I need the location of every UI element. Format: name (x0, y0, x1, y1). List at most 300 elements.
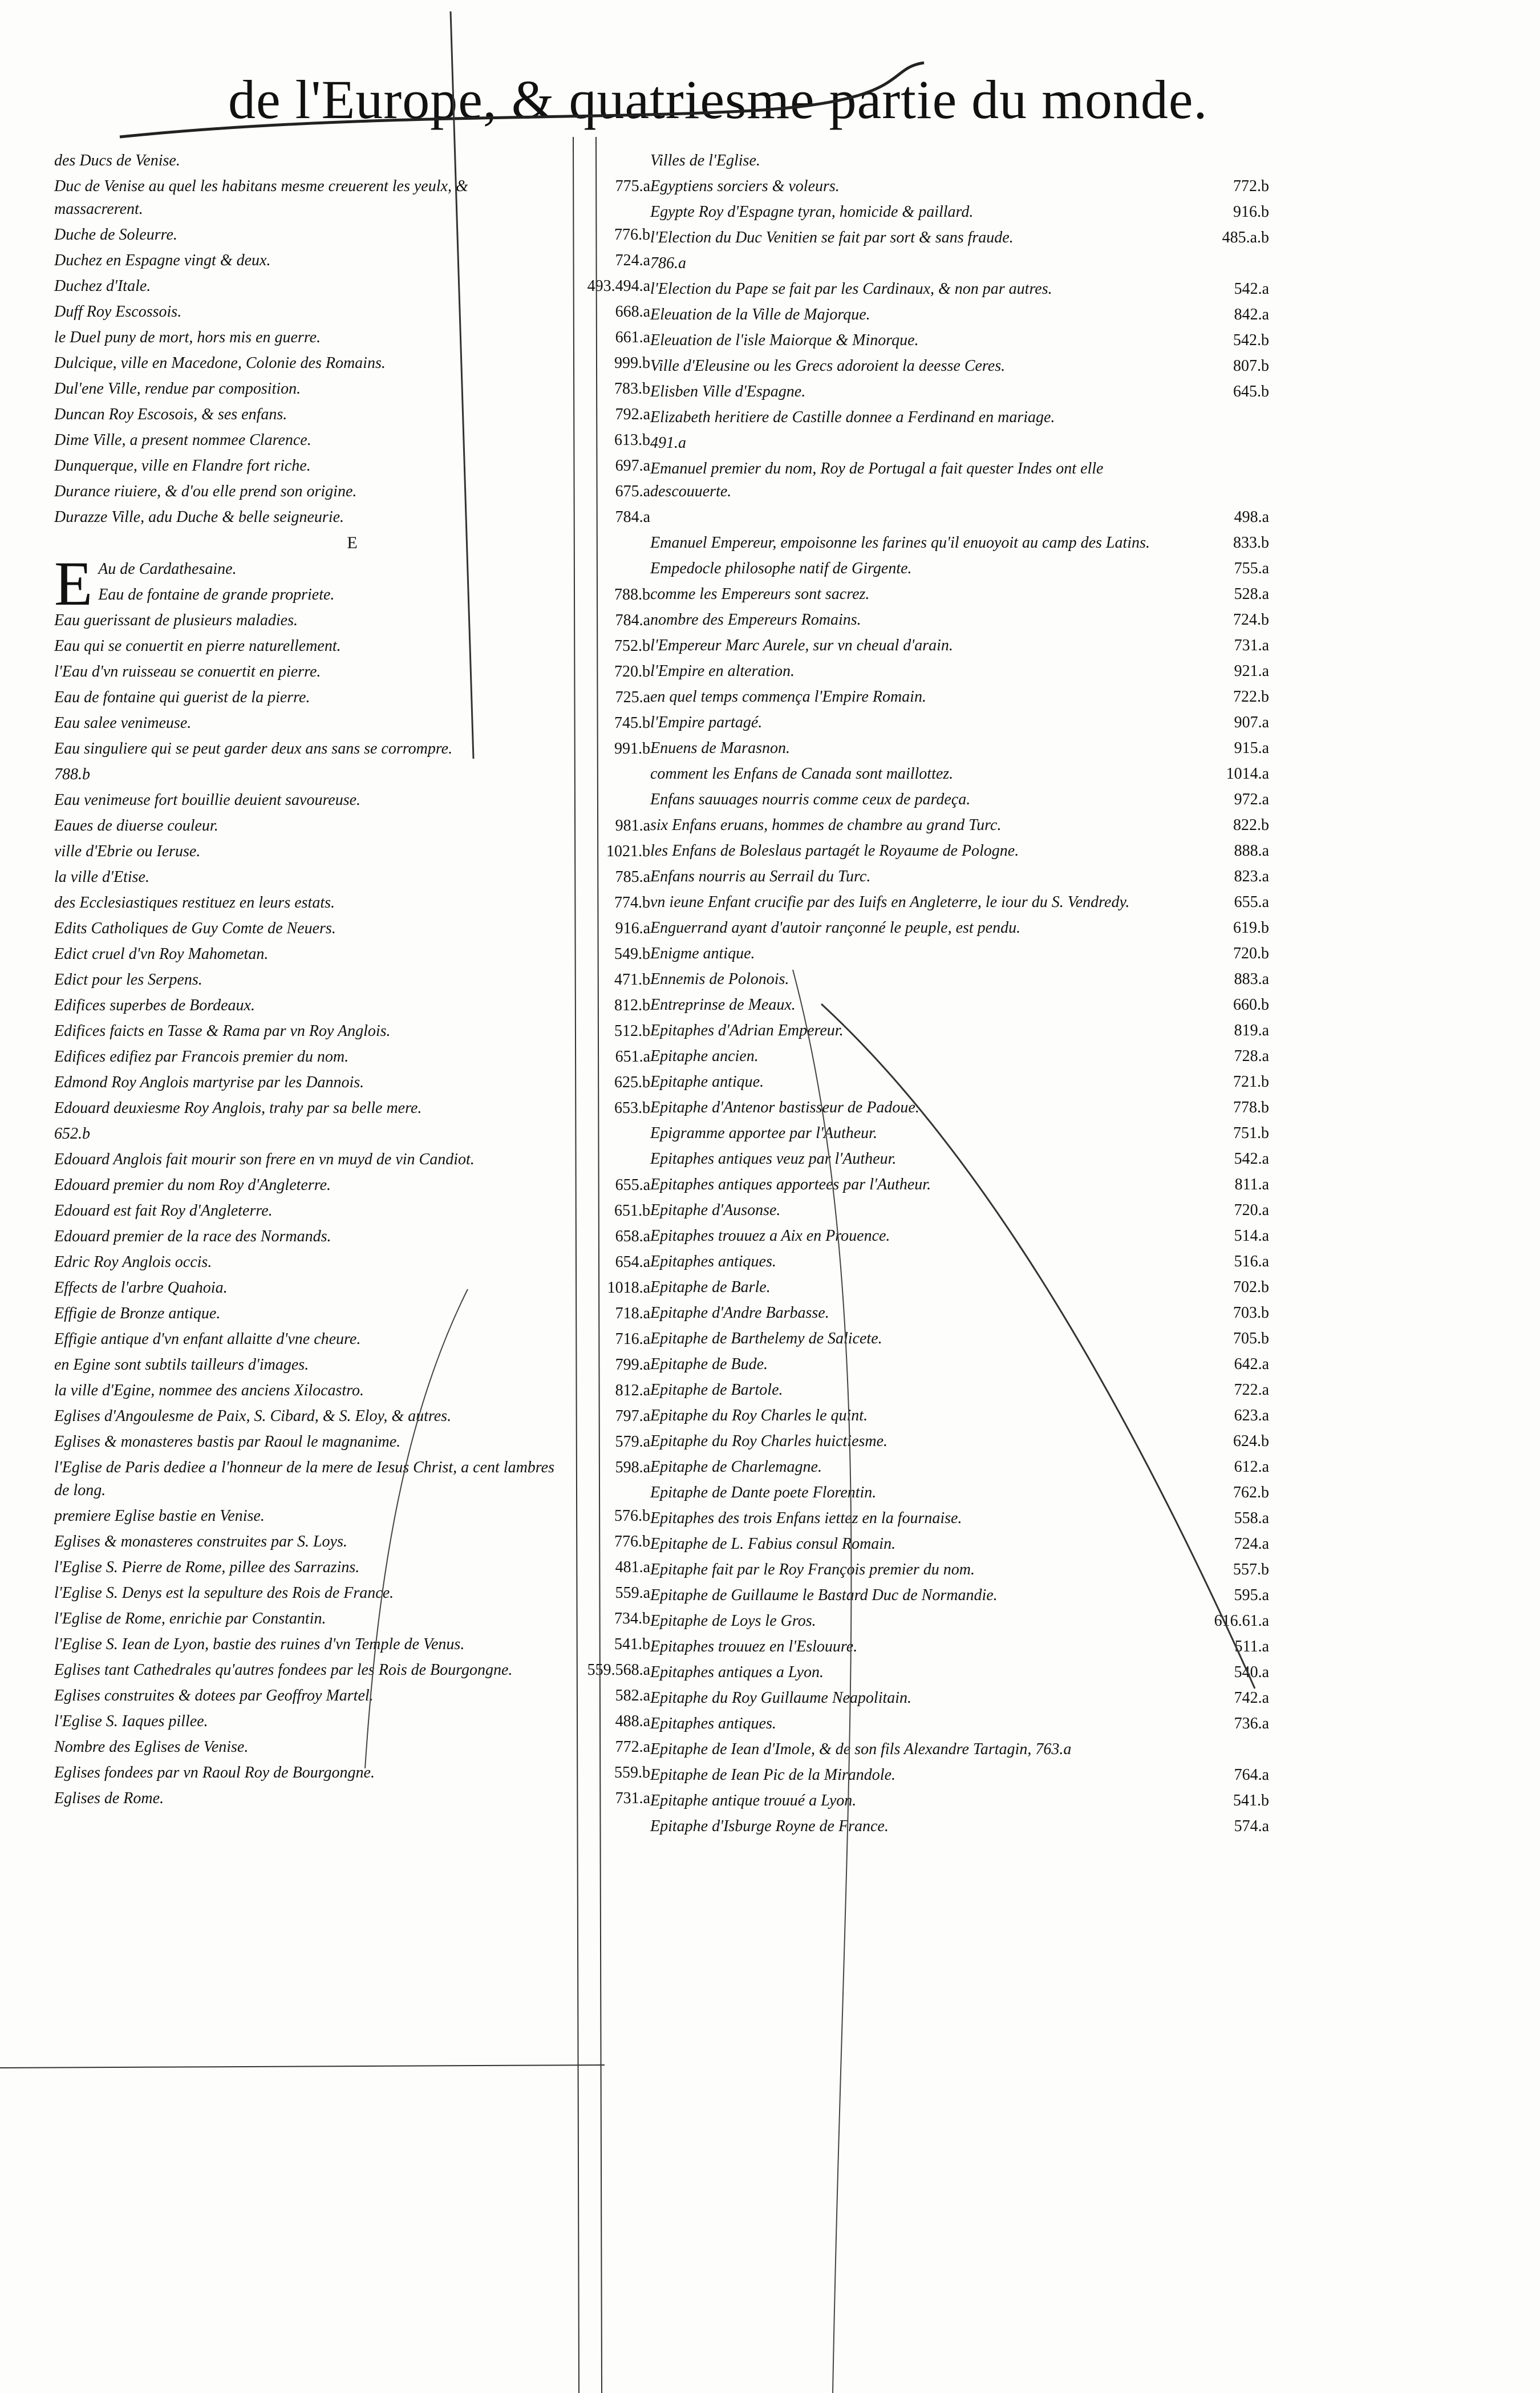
entry-text: Au de Cardathesaine. (98, 560, 237, 578)
index-entry (650, 660, 1269, 683)
entry-page-ref: 720.b (1233, 945, 1269, 962)
entry-page-ref: 1018.a (607, 1279, 650, 1297)
index-entry (54, 1787, 650, 1810)
entry-page-ref: 512.b (614, 1022, 650, 1040)
index-entry (650, 506, 1269, 529)
index-entry (650, 1225, 1269, 1248)
entry-text: l'Eglise S. Iean de Lyon, bastie des ruines d'vn Temple de Venus. (54, 1635, 465, 1653)
entry-text: Enfans nourris au Serrail du Turc. (650, 868, 871, 885)
index-entry (650, 1815, 1269, 1838)
entry-page-ref: 557.b (1233, 1561, 1269, 1578)
entry-text: Nombre des Eglises de Venise. (54, 1738, 249, 1756)
index-entry (650, 406, 1269, 429)
entry-text: Epitaphes antiques. (650, 1253, 776, 1270)
entry-text: l'Eglise S. Iaques pillee. (54, 1712, 208, 1730)
entry-text: Elisben Ville d'Espagne. (650, 383, 806, 400)
entry-page-ref: 579.a (615, 1433, 650, 1451)
entry-page-ref: 736.a (1234, 1715, 1269, 1732)
entry-text: Eaues de diuerse couleur. (54, 817, 218, 835)
entry-page-ref: 559.a (615, 1584, 650, 1602)
index-entry (54, 480, 650, 503)
entry-text: Dulcique, ville en Macedone, Colonie des Romains. (54, 354, 386, 372)
entry-text: Epitaphe antique. (650, 1073, 764, 1091)
index-entry (54, 1123, 650, 1145)
entry-page-ref: 598.a (615, 1459, 650, 1476)
entry-page-ref: 625.b (614, 1074, 650, 1091)
entry-page-ref: 514.a (1234, 1227, 1269, 1245)
entry-text: l'Empire partagé. (650, 714, 763, 731)
entry-text: Eleuation de la Ville de Majorque. (650, 306, 870, 323)
entry-text: en quel temps commença l'Empire Romain. (650, 688, 926, 706)
entry-text: l'Election du Duc Venitien se fait par sort & sans fraude. (650, 229, 1014, 246)
index-entry (54, 429, 650, 452)
entry-text: Duchez en Espagne vingt & deux. (54, 252, 271, 269)
index-entry (650, 865, 1269, 888)
entry-page-ref: 697.a (615, 457, 650, 475)
entry-text: Duche de Soleurre. (54, 226, 177, 244)
entry-text: Edouard Anglois fait mourir son frere en vn muyd de vin Candiot. (54, 1151, 475, 1168)
horizontal-rule-line (0, 2065, 605, 2068)
index-entry (54, 609, 650, 632)
entry-text: Edifices faicts en Tasse & Rama par vn Roy Anglois. (54, 1022, 391, 1040)
index-entry (54, 892, 650, 914)
index-entry (650, 1199, 1269, 1222)
entry-page-ref: 613.b (614, 431, 650, 449)
entry-page-ref: 658.a (615, 1228, 650, 1245)
entry-text: Epitaphe de Guillaume le Bastard Duc de Normandie. (650, 1586, 998, 1604)
index-entry (650, 1610, 1269, 1633)
index-entry (650, 201, 1269, 224)
index-entry (650, 634, 1269, 657)
index-entry (54, 175, 650, 221)
index-entry (54, 1251, 650, 1274)
entry-page-ref: 722.a (1234, 1381, 1269, 1399)
entry-text: Edric Roy Anglois occis. (54, 1253, 212, 1271)
section-letter: E (347, 533, 358, 552)
index-entry (54, 1405, 650, 1428)
index-entry (650, 432, 1269, 455)
entry-page-ref: 807.b (1233, 357, 1269, 375)
index-entry (54, 1710, 650, 1733)
entry-page-ref: 642.a (1234, 1355, 1269, 1373)
index-entry (54, 1762, 650, 1784)
index-entry (54, 506, 650, 529)
index-entry (54, 994, 650, 1017)
entry-text: Eglises fondees par vn Raoul Roy de Bourgongne. (54, 1764, 375, 1781)
index-entry (650, 686, 1269, 708)
index-entry (54, 1277, 650, 1299)
index-entry (650, 788, 1269, 811)
entry-page-ref: 833.b (1233, 534, 1269, 552)
entry-text: Eleuation de l'isle Maiorque & Minorque. (650, 331, 919, 349)
entry-text: Edifices edifiez par Francois premier du nom. (54, 1048, 349, 1066)
index-entry (98, 584, 650, 606)
index-entry (54, 1608, 650, 1630)
entry-text: Epitaphe de Bude. (650, 1355, 768, 1373)
entry-page-ref: 731.a (615, 1789, 650, 1807)
entry-text: Entreprinse de Meaux. (650, 996, 796, 1014)
entry-page-ref: 493.494.a (587, 277, 650, 295)
entry-text: Eau salee venimeuse. (54, 714, 192, 732)
index-entry (650, 1481, 1269, 1504)
index-entry (650, 1456, 1269, 1479)
entry-text: Epitaphe d'Isburge Royne de France. (650, 1817, 889, 1835)
entry-text: Epitaphes antiques veuz par l'Autheur. (650, 1150, 897, 1168)
entry-page-ref: 720.b (614, 663, 650, 681)
entry-text: Eglises tant Cathedrales qu'autres fondees par les Rois de Bourgongne. (54, 1661, 513, 1679)
index-entry (54, 326, 650, 349)
index-entry (650, 557, 1269, 580)
entry-text: Eau singuliere qui se peut garder deux ans sans se corrompre. (54, 740, 453, 758)
entry-text: les Enfans de Boleslaus partagét le Royaume de Pologne. (650, 842, 1019, 860)
entry-text: Epitaphe du Roy Guillaume Neapolitain. (650, 1689, 912, 1707)
entry-text: Edouard deuxiesme Roy Anglois, trahy par sa belle mere. (54, 1099, 422, 1117)
index-entry (650, 891, 1269, 914)
index-entry (650, 1661, 1269, 1684)
index-entry (54, 1556, 650, 1579)
entry-text: Epitaphe d'Antenor bastisseur de Padoue. (650, 1099, 919, 1116)
entry-page-ref: 764.a (1234, 1766, 1269, 1784)
index-entry (650, 1071, 1269, 1094)
entry-text: Epitaphe de Barthelemy de Salicete. (650, 1330, 882, 1347)
entry-text: Effects de l'arbre Quahoia. (54, 1279, 228, 1297)
index-entry (54, 1633, 650, 1656)
index-entry (54, 1200, 650, 1222)
entry-text: l'Eglise S. Pierre de Rome, pillee des Sarrazins. (54, 1558, 360, 1576)
entry-text: Epitaphe de Bartole. (650, 1381, 783, 1399)
index-entry (54, 1020, 650, 1043)
index-entry (54, 149, 650, 172)
index-entry (54, 1174, 650, 1197)
entry-page-ref: 762.b (1233, 1484, 1269, 1501)
entry-text: Duff Roy Escossois. (54, 303, 182, 321)
index-entry (650, 1045, 1269, 1068)
entry-text: Eau de fontaine de grande propriete. (98, 586, 335, 604)
entry-text: Eau de fontaine qui guerist de la pierre. (54, 689, 310, 706)
entry-page-ref: 655.a (1234, 893, 1269, 911)
index-entry (54, 1431, 650, 1453)
entry-page-ref: 752.b (614, 637, 650, 655)
index-entry (54, 1225, 650, 1248)
entry-text: Epitaphe de Iean Pic de la Mirandole. (650, 1766, 895, 1784)
dropcap-letter: E (54, 558, 93, 618)
entry-text: l'Eau d'vn ruisseau se conuertit en pierre. (54, 663, 321, 681)
entry-page-ref: 728.a (1234, 1047, 1269, 1065)
entry-text: Eau qui se conuertit en pierre naturellement. (54, 637, 341, 655)
entry-page-ref: 558.a (1234, 1509, 1269, 1527)
entry-page-ref: 724.a (615, 252, 650, 269)
entries-e (54, 558, 650, 1810)
entry-page-ref: 624.b (1233, 1432, 1269, 1450)
entry-text: Edits Catholiques de Guy Comte de Neuers. (54, 920, 336, 937)
entry-text: Villes de l'Eglise. (650, 152, 760, 169)
entry-page-ref: 823.a (1234, 868, 1269, 885)
entry-text: Dime Ville, a present nommee Clarence. (54, 431, 311, 449)
entry-text: Effigie antique d'vn enfant allaitte d'vne cheure. (54, 1330, 361, 1348)
index-entry (54, 738, 650, 760)
index-entry (54, 1379, 650, 1402)
entry-text: Epitaphe du Roy Charles huictiesme. (650, 1432, 888, 1450)
entry-page-ref: 705.b (1233, 1330, 1269, 1347)
entry-page-ref: 485.a.b (1222, 229, 1269, 246)
entry-text: Egyptiens sorciers & voleurs. (650, 177, 840, 195)
entry-page-ref: 654.a (615, 1253, 650, 1271)
entry-text: Egypte Roy d'Espagne tyran, homicide & paillard. (650, 203, 974, 221)
entry-text: Edmond Roy Anglois martyrise par les Dannois. (54, 1074, 364, 1091)
entry-text: Epitaphe antique trouué a Lyon. (650, 1792, 857, 1809)
entry-text: Epitaphe fait par le Roy François premier du nom. (650, 1561, 975, 1578)
entry-page-ref: 488.a (615, 1712, 650, 1730)
entry-page-ref: 755.a (1234, 560, 1269, 577)
entry-text: l'Eglise S. Denys est la sepulture des Rois de France. (54, 1584, 394, 1602)
entry-text: Epitaphes trouuez a Aix en Prouence. (650, 1227, 890, 1245)
entry-page-ref: 703.b (1233, 1304, 1269, 1322)
entry-text: Enguerrand ayant d'autoir rançonné le peuple, est pendu. (650, 919, 1021, 937)
index-entry (650, 1353, 1269, 1376)
entry-text: Epitaphes antiques. (650, 1715, 776, 1732)
index-entry (650, 1173, 1269, 1196)
index-entry (650, 840, 1269, 863)
entry-page-ref: 751.b (1233, 1124, 1269, 1142)
index-entry (650, 1122, 1269, 1145)
index-entry (54, 789, 650, 812)
index-entry (650, 1712, 1269, 1735)
entry-text: Durazze Ville, adu Duche & belle seigneurie. (54, 508, 345, 526)
entry-page-ref: 915.a (1234, 739, 1269, 757)
entry-page-ref: 541.b (1233, 1792, 1269, 1809)
index-entry (650, 252, 1269, 275)
index-entry (54, 275, 650, 298)
index-column-left (54, 149, 650, 1813)
entry-text: 786.a (650, 254, 686, 272)
index-entry (54, 1148, 650, 1171)
entry-text: Enigme antique. (650, 945, 755, 962)
entry-text: Epitaphes trouuez en l'Eslouure. (650, 1638, 858, 1655)
index-column-right (650, 149, 1269, 1841)
index-entry (650, 1507, 1269, 1530)
index-entry (54, 840, 650, 863)
entry-page-ref: 776.b (614, 226, 650, 244)
index-entry (650, 1327, 1269, 1350)
index-entry (54, 969, 650, 991)
index-entry (54, 224, 650, 246)
entry-page-ref: 772.a (615, 1738, 650, 1756)
entry-page-ref: 788.b (614, 586, 650, 604)
index-entry (54, 815, 650, 837)
entry-text: Durance riuiere, & d'ou elle prend son origine. (54, 483, 357, 500)
index-entry (650, 711, 1269, 734)
entry-page-ref: 916.a (615, 920, 650, 937)
entry-page-ref: 595.a (1234, 1586, 1269, 1604)
entry-text: Dunquerque, ville en Flandre fort riche. (54, 457, 311, 475)
entry-page-ref: 675.a (615, 483, 650, 500)
entry-page-ref: 559.b (614, 1764, 650, 1781)
entry-page-ref: 883.a (1234, 970, 1269, 988)
entry-page-ref: 511.a (1234, 1638, 1269, 1655)
entry-page-ref: 907.a (1234, 714, 1269, 731)
entry-page-ref: 651.b (614, 1202, 650, 1220)
index-entry (54, 686, 650, 709)
entry-page-ref: 981.a (615, 817, 650, 835)
entry-text: Eau venimeuse fort bouillie deuient savoureuse. (54, 791, 361, 809)
index-entry (650, 583, 1269, 606)
entry-page-ref: 822.b (1233, 816, 1269, 834)
index-entry (650, 1302, 1269, 1325)
index-entry (650, 1148, 1269, 1171)
entry-page-ref: 819.a (1234, 1022, 1269, 1039)
index-entry (650, 175, 1269, 198)
entry-page-ref: 540.a (1234, 1663, 1269, 1681)
entry-text: Epitaphes antiques apportees par l'Autheur. (650, 1176, 931, 1193)
entry-page-ref: 481.a (615, 1558, 650, 1576)
entry-page-ref: 888.a (1234, 842, 1269, 860)
entry-page-ref: 559.568.a (587, 1661, 650, 1679)
entry-page-ref: 722.b (1233, 688, 1269, 706)
index-entry (650, 303, 1269, 326)
entry-page-ref: 1014.a (1226, 765, 1269, 783)
index-entry (54, 352, 650, 375)
entry-page-ref: 720.a (1234, 1201, 1269, 1219)
entry-page-ref: 916.b (1233, 203, 1269, 221)
entry-page-ref: 718.a (615, 1305, 650, 1322)
entry-text: Ville d'Eleusine ou les Grecs adoroient la deesse Ceres. (650, 357, 1006, 375)
section-e (54, 558, 650, 1813)
entry-page-ref: 1021.b (606, 843, 650, 860)
entry-page-ref: 645.b (1233, 383, 1269, 400)
entry-page-ref: 812.b (614, 997, 650, 1014)
entry-page-ref: 668.a (615, 303, 650, 321)
entry-text: comment les Enfans de Canada sont maillottez. (650, 765, 954, 783)
entry-text: Dul'ene Ville, rendue par composition. (54, 380, 301, 398)
entry-page-ref: 576.b (614, 1507, 650, 1525)
entry-page-ref: 784.a (615, 508, 650, 526)
index-entry (650, 329, 1269, 352)
entry-page-ref: 549.b (614, 945, 650, 963)
entry-text: 491.a (650, 434, 686, 452)
entry-text: l'Eglise de Rome, enrichie par Constantin. (54, 1610, 326, 1627)
entry-page-ref: 799.a (615, 1356, 650, 1374)
index-entry (54, 249, 650, 272)
entry-text: l'Eglise de Paris dediee a l'honneur de la mere de Iesus Christ, a cent lambres de long. (54, 1459, 554, 1499)
entry-page-ref: 616.61.a (1214, 1612, 1269, 1630)
entry-text: Edouard est fait Roy d'Angleterre. (54, 1202, 273, 1220)
index-entry (650, 1635, 1269, 1658)
entry-page-ref: 783.b (614, 380, 650, 398)
index-entry (650, 355, 1269, 378)
index-entry (54, 1328, 650, 1351)
entry-page-ref: 516.a (1234, 1253, 1269, 1270)
index-entry (54, 712, 650, 735)
entry-page-ref: 702.b (1233, 1278, 1269, 1296)
index-entry (54, 403, 650, 426)
entry-text: premiere Eglise bastie en Venise. (54, 1507, 265, 1525)
entry-text: Epitaphe d'Andre Barbasse. (650, 1304, 829, 1322)
entry-text: Epitaphe de Loys le Gros. (650, 1612, 816, 1630)
entry-text: le Duel puny de mort, hors mis en guerre. (54, 329, 321, 346)
entry-text: comme les Empereurs sont sacrez. (650, 585, 870, 603)
index-entry (650, 226, 1269, 249)
entry-page-ref: 921.a (1234, 662, 1269, 680)
entry-text: Edict cruel d'vn Roy Mahometan. (54, 945, 269, 963)
entries-d (54, 149, 650, 529)
index-entry (54, 1302, 650, 1325)
entry-text: en Egine sont subtils tailleurs d'images. (54, 1356, 309, 1374)
index-entry (650, 968, 1269, 991)
entry-text: Eglises & monasteres construites par S. Loys. (54, 1533, 347, 1550)
index-entry (54, 1505, 650, 1528)
entry-page-ref: 542.a (1234, 280, 1269, 298)
index-entry (650, 532, 1269, 554)
entry-text: Eglises & monasteres bastis par Raoul le magnanime. (54, 1433, 401, 1451)
entry-page-ref: 653.b (614, 1099, 650, 1117)
entry-page-ref: 725.a (615, 689, 650, 706)
entry-text: l'Empire en alteration. (650, 662, 795, 680)
entry-page-ref: 542.a (1234, 1150, 1269, 1168)
entry-text: Edouard premier de la race des Normands. (54, 1228, 331, 1245)
entry-text: Epitaphes antiques a Lyon. (650, 1663, 824, 1681)
index-entry (54, 1736, 650, 1759)
entry-page-ref: 623.a (1234, 1407, 1269, 1424)
entry-page-ref: 655.a (615, 1176, 650, 1194)
index-entry (650, 1764, 1269, 1787)
entry-text: Eglises de Rome. (54, 1789, 164, 1807)
index-entry (650, 457, 1269, 503)
index-entry (650, 737, 1269, 760)
entry-text: Effigie de Bronze antique. (54, 1305, 221, 1322)
index-entry (54, 1046, 650, 1068)
entry-page-ref: 778.b (1233, 1099, 1269, 1116)
entry-text: Eglises d'Angoulesme de Paix, S. Cibard, & S. Eloy, & autres. (54, 1407, 452, 1425)
entry-page-ref: 651.a (615, 1048, 650, 1066)
entry-text: Duncan Roy Escosois, & ses enfans. (54, 406, 287, 423)
entry-page-ref: 498.a (1234, 508, 1269, 526)
index-entry (54, 943, 650, 966)
entry-text: la ville d'Etise. (54, 868, 149, 886)
entry-text: Epitaphes d'Adrian Empereur. (650, 1022, 844, 1039)
entry-text: 788.b (54, 766, 90, 783)
entry-page-ref: 582.a (615, 1687, 650, 1704)
entry-page-ref: 776.b (614, 1533, 650, 1550)
index-entry (650, 1250, 1269, 1273)
entry-page-ref: 528.a (1234, 585, 1269, 603)
entry-text: l'Empereur Marc Aurele, sur vn cheual d'arain. (650, 637, 953, 654)
entry-text: Epitaphe de Barle. (650, 1278, 771, 1296)
entry-page-ref: 842.a (1234, 306, 1269, 323)
entry-text: l'Election du Pape se fait par les Cardinaux, & non par autres. (650, 280, 1052, 298)
entry-text: Epigramme apportee par l'Autheur. (650, 1124, 877, 1142)
entry-text: ville d'Ebrie ou Ieruse. (54, 843, 201, 860)
index-entry (650, 1687, 1269, 1710)
entry-page-ref: 784.a (615, 612, 650, 629)
index-entry (650, 917, 1269, 940)
entry-page-ref: 731.a (1234, 637, 1269, 654)
entry-text: Edict pour les Serpens. (54, 971, 202, 989)
entries-right (650, 149, 1269, 1838)
entry-page-ref: 574.a (1234, 1817, 1269, 1835)
entry-text: Epitaphe d'Ausonse. (650, 1201, 781, 1219)
page-header: de l'Europe, & quatriesme partie du monde. (228, 69, 1208, 130)
entry-page-ref: 734.b (614, 1610, 650, 1627)
entry-text: Epitaphe de Charlemagne. (650, 1458, 822, 1476)
index-entry (54, 1354, 650, 1376)
entry-page-ref: 471.b (614, 971, 650, 989)
index-entry (650, 814, 1269, 837)
index-entry (54, 1530, 650, 1553)
entry-text: Duc de Venise au quel les habitans mesme creuerent les yeulx, & massacrerent. (54, 177, 468, 218)
index-entry (650, 763, 1269, 785)
index-entry (650, 1558, 1269, 1581)
index-entry (650, 380, 1269, 403)
